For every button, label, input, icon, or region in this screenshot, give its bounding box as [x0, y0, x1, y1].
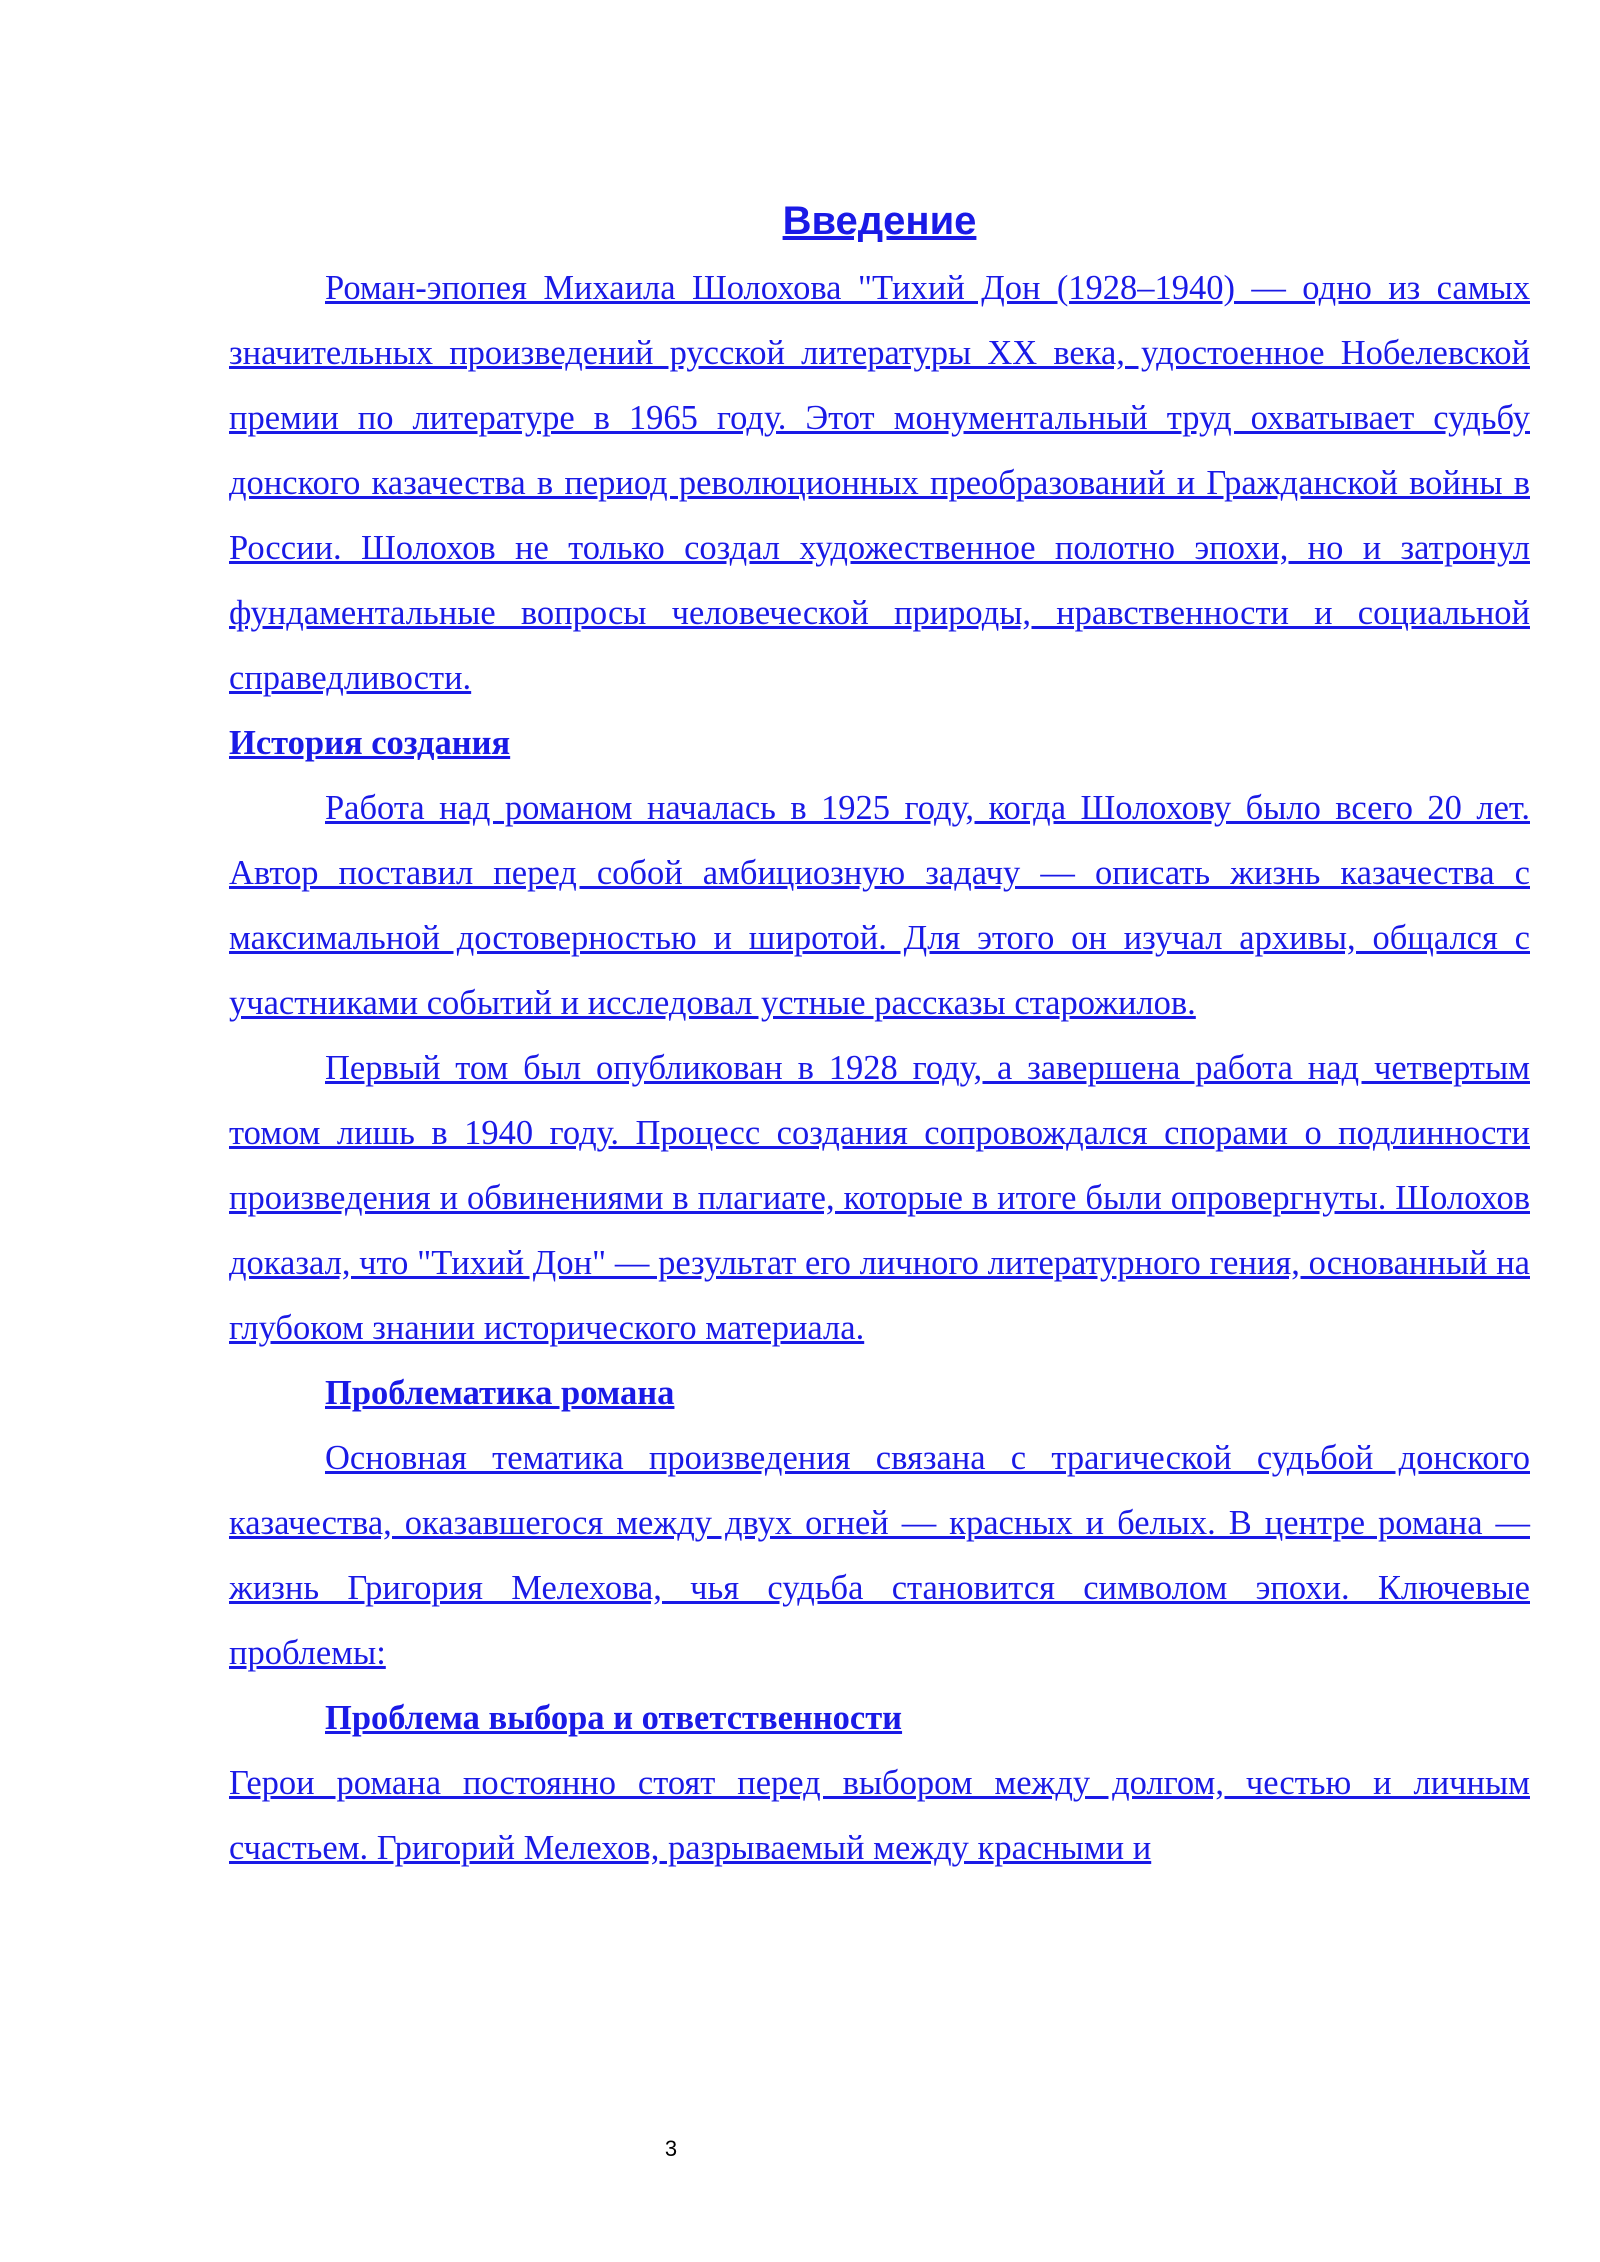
page-title: Введение: [782, 199, 977, 243]
choice-paragraph[interactable]: Герои романа постоянно стоят перед выбором между долгом, честью и личным счастьем. Григорий Мелехов, разрываемый между красными и: [229, 1764, 1530, 1867]
history-paragraph-1[interactable]: Работа над романом началась в 1925 году, когда Шолохову было всего 20 лет. Автор поставил перед собой амбициозную задачу — описать жизнь казачества с максимальной достоверностью и широтой. Для этого он изучал архивы, общался с участниками событий и исследовал устные рассказы старожилов.: [229, 789, 1530, 1022]
history-paragraph-2[interactable]: Первый том был опубликован в 1928 году, а завершена работа над четвертым томом лишь в 1940 году. Процесс создания сопровождался спорами о подлинности произведения и обвинениями в плагиате, которые в итоге были опровергнуты. Шолохов доказал, что "Тихий Дон" — результат его личного литературного гения, основанный на глубоком знании исторического материала.: [229, 1049, 1530, 1347]
page-number: 3: [664, 2136, 678, 2161]
heading-problems[interactable]: Проблематика романа: [325, 1374, 675, 1412]
intro-paragraph[interactable]: Роман-эпопея Михаила Шолохова "Тихий Дон (1928–1940) — одно из самых значительных произведений русской литературы XX века, удостоенное Нобелевской премии по литературе в 1965 году. Этот монументальный труд охватывает судьбу донского казачества в период революционных преобразований и Гражданской войны в России. Шолохов не только создал художественное полотно эпохи, но и затронул фундаментальные вопросы человеческой природы, нравственности и социальной справедливости.: [229, 269, 1530, 697]
problems-paragraph[interactable]: Основная тематика произведения связана с трагической судьбой донского казачества, оказавшегося между двух огней — красных и белых. В центре романа — жизнь Григория Мелехова, чья судьба становится символом эпохи. Ключевые проблемы:: [229, 1439, 1530, 1672]
heading-choice[interactable]: Проблема выбора и ответственности: [325, 1699, 903, 1737]
document-body: [229, 186, 1530, 1881]
heading-history[interactable]: История создания: [229, 724, 511, 762]
